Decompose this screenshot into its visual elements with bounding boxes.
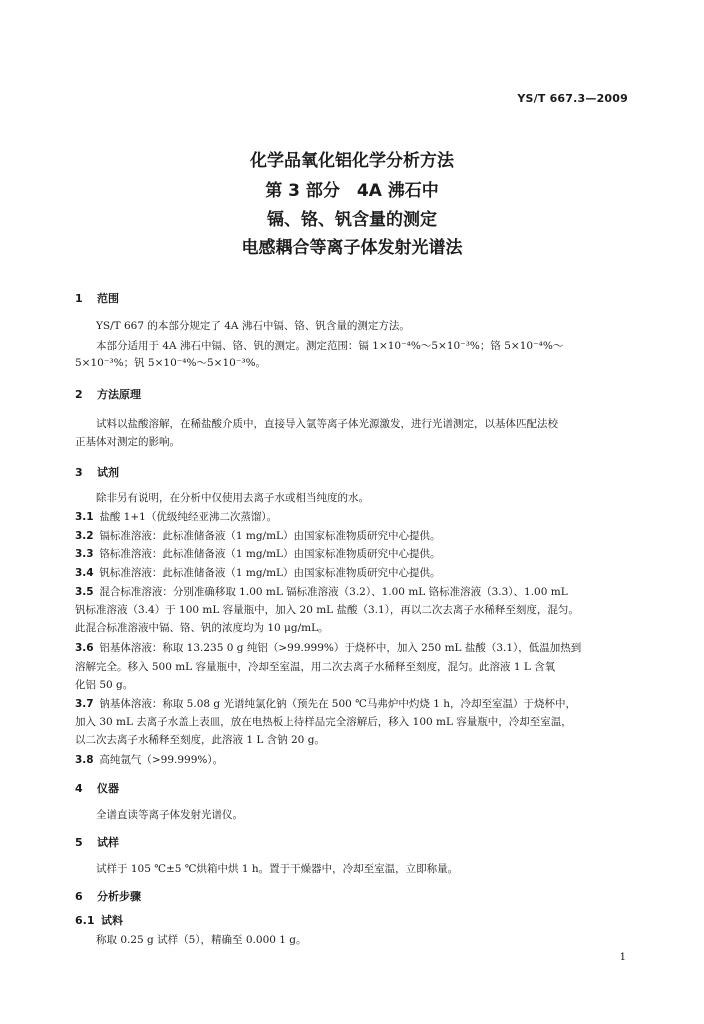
section-title: 试样 xyxy=(97,836,119,849)
section-2-heading xyxy=(75,386,141,402)
item-number: 3.4 xyxy=(75,567,94,579)
title-line-1: 化学品氧化铝化学分析方法 xyxy=(250,151,454,171)
section-number: 2 xyxy=(75,388,83,401)
item-3-7-line-3: 以二次去离子水稀释至刻度，此溶液 1 L 含钠 20 g。 xyxy=(75,734,325,746)
section-title: 试剂 xyxy=(97,466,119,479)
subsection-6-1-heading xyxy=(75,912,123,928)
section-number: 6 xyxy=(75,890,83,903)
section-6-heading xyxy=(75,888,141,904)
item-3-5 xyxy=(75,584,635,600)
item-3-6-line-3: 化铝 50 g。 xyxy=(75,679,134,691)
item-3-7 xyxy=(75,696,635,712)
item-text: 盐酸 1+1（优级纯经亚沸二次蒸馏）。 xyxy=(99,511,278,523)
section-4-paragraph: 全谱直读等离子体发射光谱仪。 xyxy=(96,809,243,821)
item-3-8 xyxy=(75,752,635,768)
item-3-5-line-3: 此混合标准溶液中镉、铬、钒的浓度均为 10 μg/mL。 xyxy=(75,622,329,634)
item-number: 3.3 xyxy=(75,548,94,560)
item-text: 铬标准溶液：此标准储备液（1 mg/mL）由国家标准物质研究中心提供。 xyxy=(99,548,441,560)
item-number: 3.7 xyxy=(75,698,94,710)
section-number: 3 xyxy=(75,466,83,479)
section-1-paragraph-2b: 5×10⁻³%；钒 5×10⁻⁴%～5×10⁻³%。 xyxy=(75,357,267,369)
item-3-2 xyxy=(75,528,635,544)
item-text: 混合标准溶液：分别准确移取 1.00 mL 镉标准溶液（3.2）、1.00 mL 铬标准溶液（3.3）、1.00 mL xyxy=(99,586,568,598)
item-text: 钠基体溶液：称取 5.08 g 光谱纯氯化钠（预先在 500 ℃马弗炉中灼烧 1 h，冷却至室温）于烧杯中， xyxy=(99,698,577,710)
subsection-number: 6.1 xyxy=(75,914,95,927)
standard-number: YS/T 667.3—2009 xyxy=(517,92,628,105)
section-title: 仪器 xyxy=(97,782,119,795)
item-number: 3.5 xyxy=(75,586,94,598)
item-3-7-line-2: 加入 30 mL 去离子水盖上表皿，放在电热板上待样品完全溶解后，移入 100 mL 容量瓶中，冷却至室温， xyxy=(75,716,572,728)
section-2-paragraph-b: 正基体对测定的影响。 xyxy=(75,436,180,448)
item-3-1 xyxy=(75,509,635,525)
item-3-3 xyxy=(75,546,635,562)
section-number: 4 xyxy=(75,782,83,795)
section-5-heading xyxy=(75,834,119,850)
section-3-intro: 除非另有说明，在分析中仅使用去离子水或相当纯度的水。 xyxy=(96,492,369,504)
title-line-2: 第 3 部分 4A 沸石中 xyxy=(265,181,439,201)
item-number: 3.6 xyxy=(75,642,94,654)
item-text: 镉标准溶液：此标准储备液（1 mg/mL）由国家标准物质研究中心提供。 xyxy=(99,530,441,542)
section-3-heading xyxy=(75,464,119,480)
item-3-6-line-2: 溶解完全。移入 500 mL 容量瓶中，冷却至室温，用二次去离子水稀释至刻度，混匀。此溶液 1 L 含氧 xyxy=(75,661,556,673)
section-4-heading xyxy=(75,780,119,796)
section-1-paragraph-2a: 本部分适用于 4A 沸石中镉、铬、钒的测定。测定范围：镉 1×10⁻⁴%～5×10⁻³%；铬 5×10⁻⁴%～ xyxy=(96,340,564,352)
section-title: 分析步骤 xyxy=(97,890,141,903)
subsection-title: 试料 xyxy=(101,914,123,927)
item-number: 3.8 xyxy=(75,754,94,766)
page-number: 1 xyxy=(619,952,626,963)
title-line-3: 镉、铬、钒含量的测定 xyxy=(267,210,437,230)
item-number: 3.2 xyxy=(75,530,94,542)
item-3-6 xyxy=(75,640,635,656)
section-number: 5 xyxy=(75,836,83,849)
item-3-4 xyxy=(75,565,635,581)
item-text: 钒标准溶液：此标准储备液（1 mg/mL）由国家标准物质研究中心提供。 xyxy=(99,567,441,579)
section-title: 范围 xyxy=(97,292,119,305)
section-1-heading xyxy=(75,290,119,306)
section-6-1-paragraph: 称取 0.25 g 试样（5），精确至 0.000 1 g。 xyxy=(96,934,307,946)
item-text: 高纯氩气（>99.999%）。 xyxy=(99,754,224,766)
item-number: 3.1 xyxy=(75,511,94,523)
section-1-paragraph-1: YS/T 667 的本部分规定了 4A 沸石中镉、铬、钒含量的测定方法。 xyxy=(96,320,410,332)
item-3-5-line-2: 钒标准溶液（3.4）于 100 mL 容量瓶中，加入 20 mL 盐酸（3.1），再以二次去离子水稀释至刻度，混匀。 xyxy=(75,604,579,616)
section-number: 1 xyxy=(75,292,83,305)
item-text: 铝基体溶液：称取 13.235 0 g 纯铝（>99.999%）于烧杯中，加入 250 mL 盐酸（3.1），低温加热到 xyxy=(99,642,582,654)
section-2-paragraph-a: 试料以盐酸溶解，在稀盐酸介质中，直接导入氩等离子体光源激发，进行光谱测定，以基体匹配法校 xyxy=(96,418,558,430)
title-line-4: 电感耦合等离子体发射光谱法 xyxy=(241,238,463,258)
section-5-paragraph: 试样于 105 ℃±5 ℃烘箱中烘 1 h。置于干燥器中，冷却至室温，立即称量。 xyxy=(96,863,459,875)
section-title: 方法原理 xyxy=(97,388,141,401)
